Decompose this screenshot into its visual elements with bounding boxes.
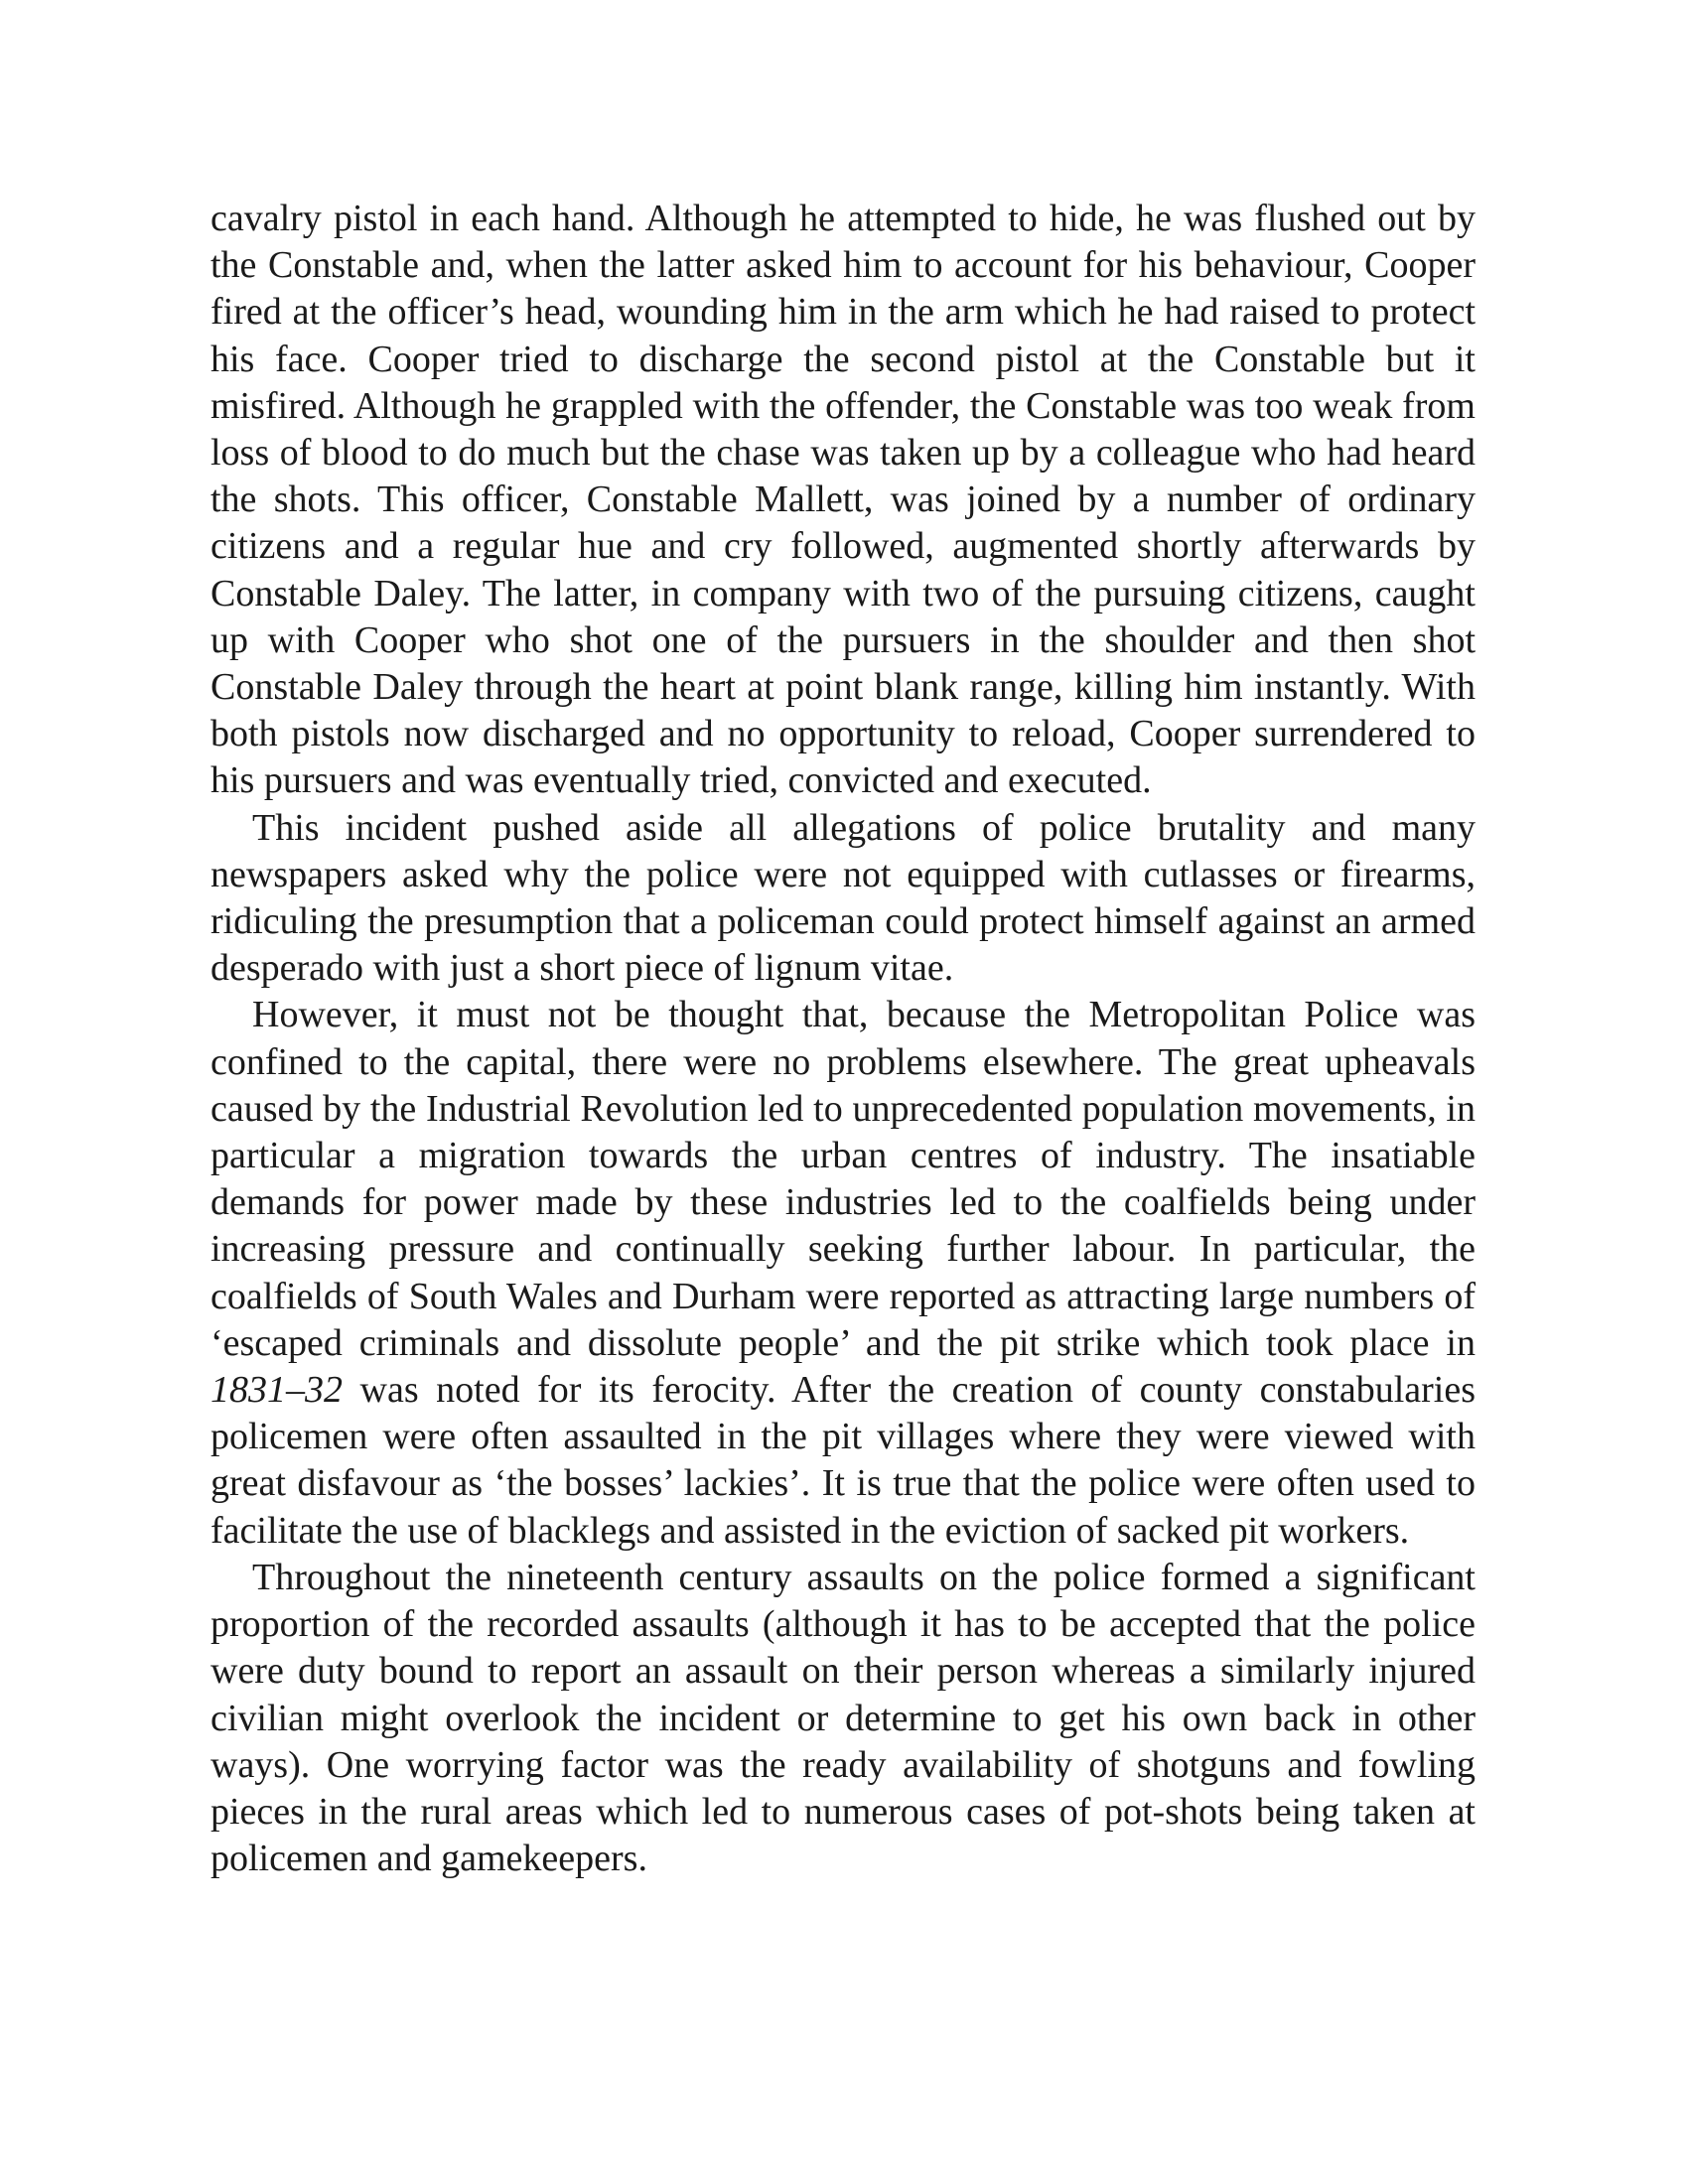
strike-years: 1831–32 [211, 1369, 343, 1412]
paragraph-coalfields [211, 992, 1476, 1554]
coalfields-text-after: was noted for its ferocity. After the creation of county constabularies policemen were often assaulted in the pit villages where they were viewed with great disfavour as ‘the bosses’ lackies’. It is true that the police were often used to facilitate the use of blacklegs and assisted in the eviction of sacked pit workers. [211, 1369, 1476, 1552]
paragraph-police-brutality: This incident pushed aside all allegations of police brutality and many newspapers asked why the police were not equipped with cutlasses or firearms, ridiculing the presumption that a policeman could protect himself against an armed desperado with just a short piece of lignum vitae. [211, 806, 1476, 990]
paragraph-assaults-on-police: Throughout the nineteenth century assaults on the police formed a significant proportion of the recorded assaults (although it has to be accepted that the police were duty bound to report an assault on their person whereas a similarly injured civilian might overlook the incident or determine to get his own back in other ways). One worrying factor was the ready availability of shotguns and fowling pieces in the rural areas which led to numerous cases of pot-shots being taken at policemen and gamekeepers. [211, 1556, 1476, 1880]
coalfields-text-before: However, it must not be thought that, because the Metropolitan Police was confined to the capital, there were no problems elsewhere. The great upheavals caused by the Industrial Revolution led to unprecedented population movements, in particular a migration towards the urban centres of industry. The insatiable demands for power made by these industries led to the coalfields being under increasing pressure and continually seeking further labour. In particular, the coalfields of South Wales and Durham were reported as attracting large numbers of ‘escaped criminals and dissolute people’ and the pit strike which took place in [211, 994, 1476, 1364]
page-body [211, 196, 1476, 1882]
paragraph-cooper-shooting: cavalry pistol in each hand. Although he attempted to hide, he was flushed out by the Constable and, when the latter asked him to account for his behaviour, Cooper fired at the officer’s head, wounding him in the arm which he had raised to protect his face. Cooper tried to discharge the second pistol at the Constable but it misfired. Although he grappled with the offender, the Constable was too weak from loss of blood to do much but the chase was taken up by a colleague who had heard the shots. This officer, Constable Mallett, was joined by a number of ordinary citizens and a regular hue and cry followed, augmented shortly afterwards by Constable Daley. The latter, in company with two of the pursuing citizens, caught up with Cooper who shot one of the pursuers in the shoulder and then shot Constable Daley through the heart at point blank range, killing him instantly. With both pistols now discharged and no opportunity to reload, Cooper surrendered to his pursuers and was eventually tried, convicted and executed. [211, 198, 1476, 802]
